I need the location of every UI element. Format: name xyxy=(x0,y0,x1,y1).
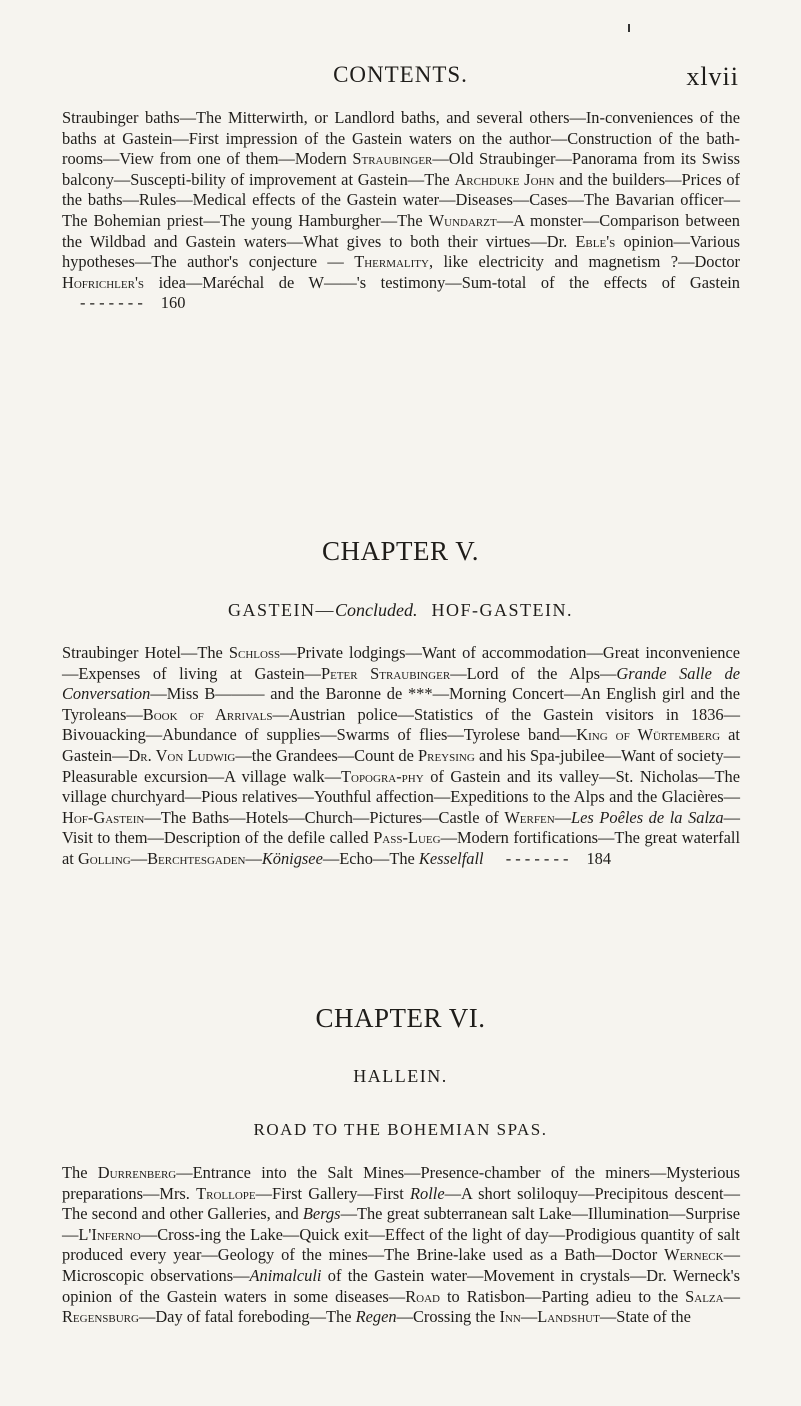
page-reference: 184 xyxy=(586,848,612,868)
dot-leader: - - - - - - - xyxy=(80,293,143,313)
running-head xyxy=(62,62,739,92)
chapter-5-summary-text: Straubinger Hotel—The Schloss—Private lodgings—Want of accommodation—Great inconvenience—Expenses of living at Gastein—Peter Straubinger—Lord of the Alps—Grande Salle de Conversation—Miss B——— and the Baronne de ***—Morning Concert—An English girl and the Tyroleans—Book of Arrivals—Austrian police—Statistics of the Gastein visitors in 1836—Bivouacking—Abundance of supplies—Swarms of flies—Tyrolese band—King of Würtemberg at Gastein—Dr. Von Ludwig—the Grandees—Count de Preysing and his Spa-jubilee—Want of society—Pleasurable excursion—A village walk—Topogra-phy of Gastein and its valley—St. Nicholas—The village churchyard—Pious relatives—Youthful affection—Expeditions to the Alps and the Glacières—Hof-Gastein—The Baths—Hotels—Church—Pictures—Castle of Werfen—Les Poêles de la Salza—Visit to them—Description of the defile called Pass-Lueg—Modern fortifications—The great waterfall at Golling—Berchtesgaden—Königsee—Echo—The Kesselfall - - - - - - - 184 xyxy=(62,643,740,868)
page-number: xlvii xyxy=(686,62,739,91)
print-mark xyxy=(628,24,630,32)
chapter-5-subtitle: GASTEIN—Concluded. HOF-GASTEIN. xyxy=(228,600,573,620)
running-head-title: CONTENTS. xyxy=(333,62,468,87)
chapter-5-summary xyxy=(62,643,740,870)
page-reference: 160 xyxy=(160,293,186,313)
chapter-5-heading: CHAPTER V. xyxy=(321,536,480,566)
chapter-6-heading: CHAPTER VI. xyxy=(315,1003,486,1033)
chapter-6-subtitle: HALLEIN. xyxy=(353,1066,448,1086)
chapter-4-summary-text: Straubinger baths—The Mitterwirth, or Landlord baths, and several others—In-conveniences of the baths at Gastein—First impression of the Gastein waters on the author—Construction of the bath-rooms—View from one of them—Modern Straubinger—Old Straubinger—Panorama from its Swiss balcony—Suscepti-bility of improvement at Gastein—The Archduke John and the builders—Prices of the baths—Rules—Medical effects of the Gastein water—Diseases—Cases—The Bavarian officer—The Bohemian priest—The young Hamburgher—The Wundarzt—A monster—Comparison between the Wildbad and Gastein waters—What gives to both their virtues—Dr. Eble's opinion—Various hypotheses—The author's conjecture — Thermality, like electricity and magnetism ?—Doctor Hofrichler's idea—Maréchal de W——'s testimony—Sum-total of the effects of Gastein - - - - - - - 160 xyxy=(62,108,740,313)
chapter-6-summary xyxy=(62,1163,740,1328)
chapter-6-summary-text: The Durrenberg—Entrance into the Salt Mines—Presence-chamber of the miners—Mysterious preparations—Mrs. Trollope—First Gallery—First Rolle—A short soliloquy—Precipitous descent—The second and other Galleries, and Bergs—The great subterranean salt Lake—Illumination—Surprise—L'Inferno—Cross-ing the Lake—Quick exit—Effect of the light of day—Prodigious quantity of salt produced every year—Geology of the mines—The Brine-lake used as a Bath—Doctor Werneck—Microscopic observations—Animalculi of the Gastein water—Movement in crystals—Dr. Werneck's opinion of the Gastein waters in some diseases—Road to Ratisbon—Parting adieu to the Salza—Regensburg—Day of fatal foreboding—The Regen—Crossing the Inn—Landshut—State of the xyxy=(62,1163,740,1327)
dot-leader: - - - - - - - xyxy=(505,848,569,868)
chapter-6-subtitle-road: ROAD TO THE BOHEMIAN SPAS. xyxy=(253,1120,548,1139)
chapter-4-summary xyxy=(62,108,740,314)
